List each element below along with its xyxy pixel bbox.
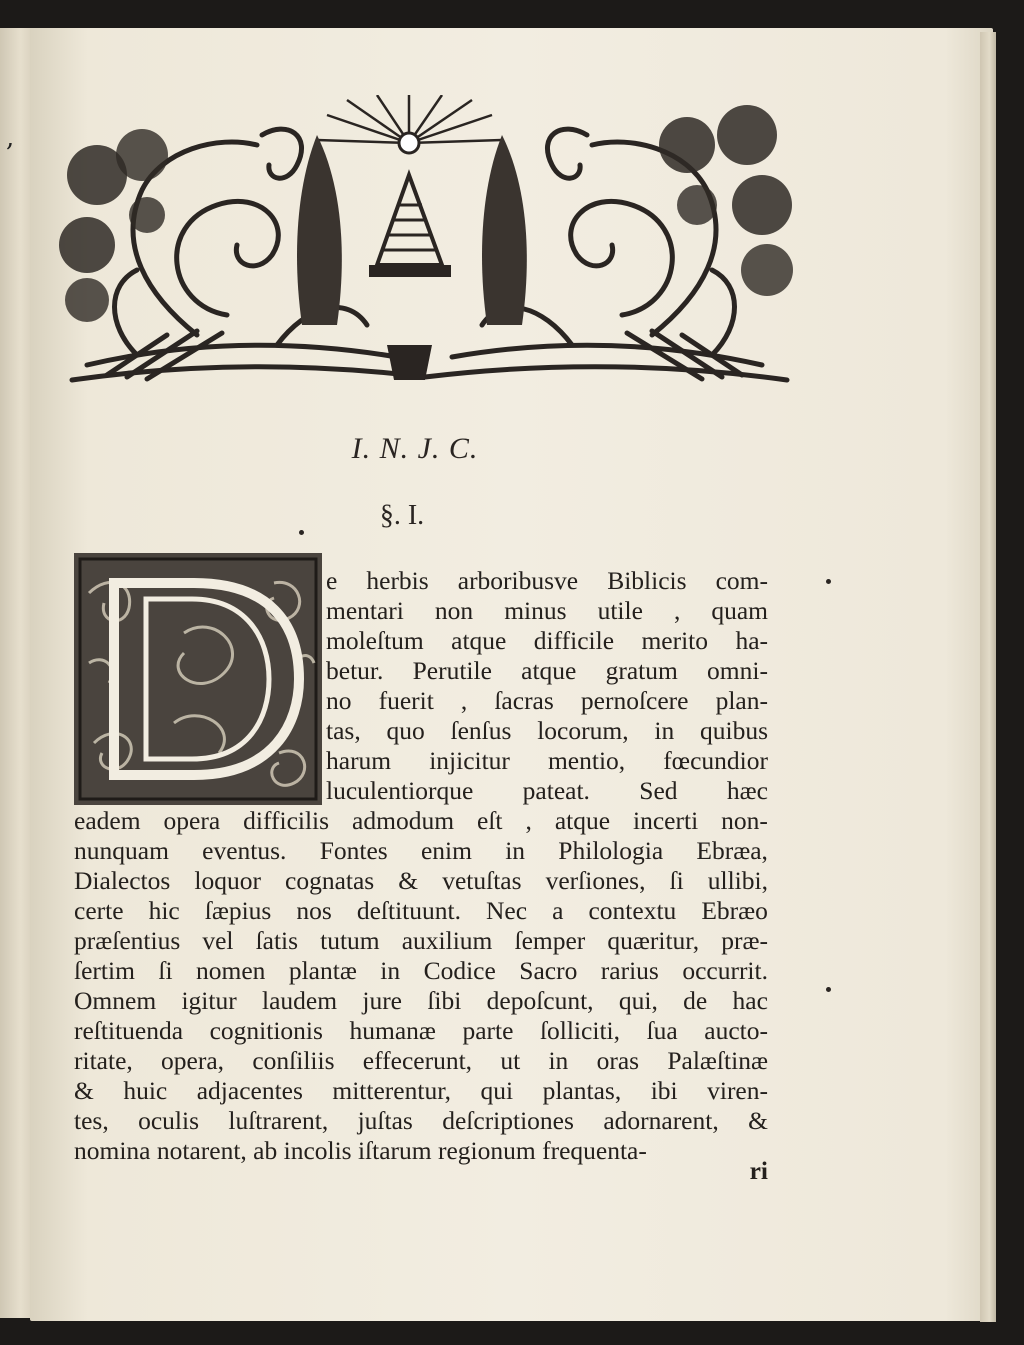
text-line: e herbis arboribusve Biblicis com- bbox=[326, 566, 768, 595]
catchword: ri bbox=[749, 1156, 768, 1185]
ink-speck bbox=[826, 579, 831, 584]
headpiece-ornament bbox=[47, 95, 802, 390]
facing-page-edge bbox=[0, 28, 34, 1318]
text-line: Dialectos loquor cognatas & vetuſtas verſiones, ſi ullibi, bbox=[74, 866, 768, 895]
text-line: Omnem igitur laudem jure ſibi depoſcunt, qui, de hac bbox=[74, 986, 768, 1015]
text-line: luculentiorque pateat. Sed hæc bbox=[326, 776, 768, 805]
text-line: mentari non minus utile , quam bbox=[326, 596, 768, 625]
ink-speck bbox=[826, 987, 831, 992]
text-line: tes, oculis luſtrarent, juſtas deſcriptiones adornarent, & bbox=[74, 1106, 768, 1135]
text-line: reſtituenda cognitionis humanæ parte ſolliciti, ſua aucto- bbox=[74, 1016, 768, 1045]
text-line: nunquam eventus. Fontes enim in Philologia Ebræa, bbox=[74, 836, 768, 865]
text-line: eadem opera difficilis admodum eſt , atque incerti non- bbox=[74, 806, 768, 835]
text-line: & huic adjacentes mitterentur, qui plantas, ibi viren- bbox=[74, 1076, 768, 1105]
text-line: ritate, opera, conſiliis effecerunt, ut in oras Palæſtinæ bbox=[74, 1046, 768, 1075]
text-line: betur. Perutile atque gratum omni- bbox=[326, 656, 768, 685]
ink-speck bbox=[299, 530, 304, 535]
text-line: ſertim ſi nomen plantæ in Codice Sacro rarius occurrit. bbox=[74, 956, 768, 985]
text-line: harum injicitur mentio, fœcundior bbox=[326, 746, 768, 775]
text-line: no fuerit , ſacras pernoſcere plan- bbox=[326, 686, 768, 715]
page-fore-edge bbox=[980, 32, 996, 1322]
text-line: præſentius vel ſatis tutum auxilium ſemper quæritur, præ- bbox=[74, 926, 768, 955]
body-text bbox=[74, 566, 768, 1166]
text-line: certe hic ſæpius nos deſtituunt. Nec a contextu Ebræo bbox=[74, 896, 768, 925]
text-line: tas, quo ſenſus locorum, in quibus bbox=[326, 716, 768, 745]
text-line: moleſtum atque difficile merito ha- bbox=[326, 626, 768, 655]
facing-page-mark: , bbox=[6, 123, 15, 153]
text-line: nomina notarent, ab incolis iſtarum regionum frequenta- bbox=[74, 1136, 647, 1165]
invocation-heading: I. N. J. C. bbox=[351, 432, 479, 465]
section-heading: §. I. bbox=[379, 500, 425, 531]
